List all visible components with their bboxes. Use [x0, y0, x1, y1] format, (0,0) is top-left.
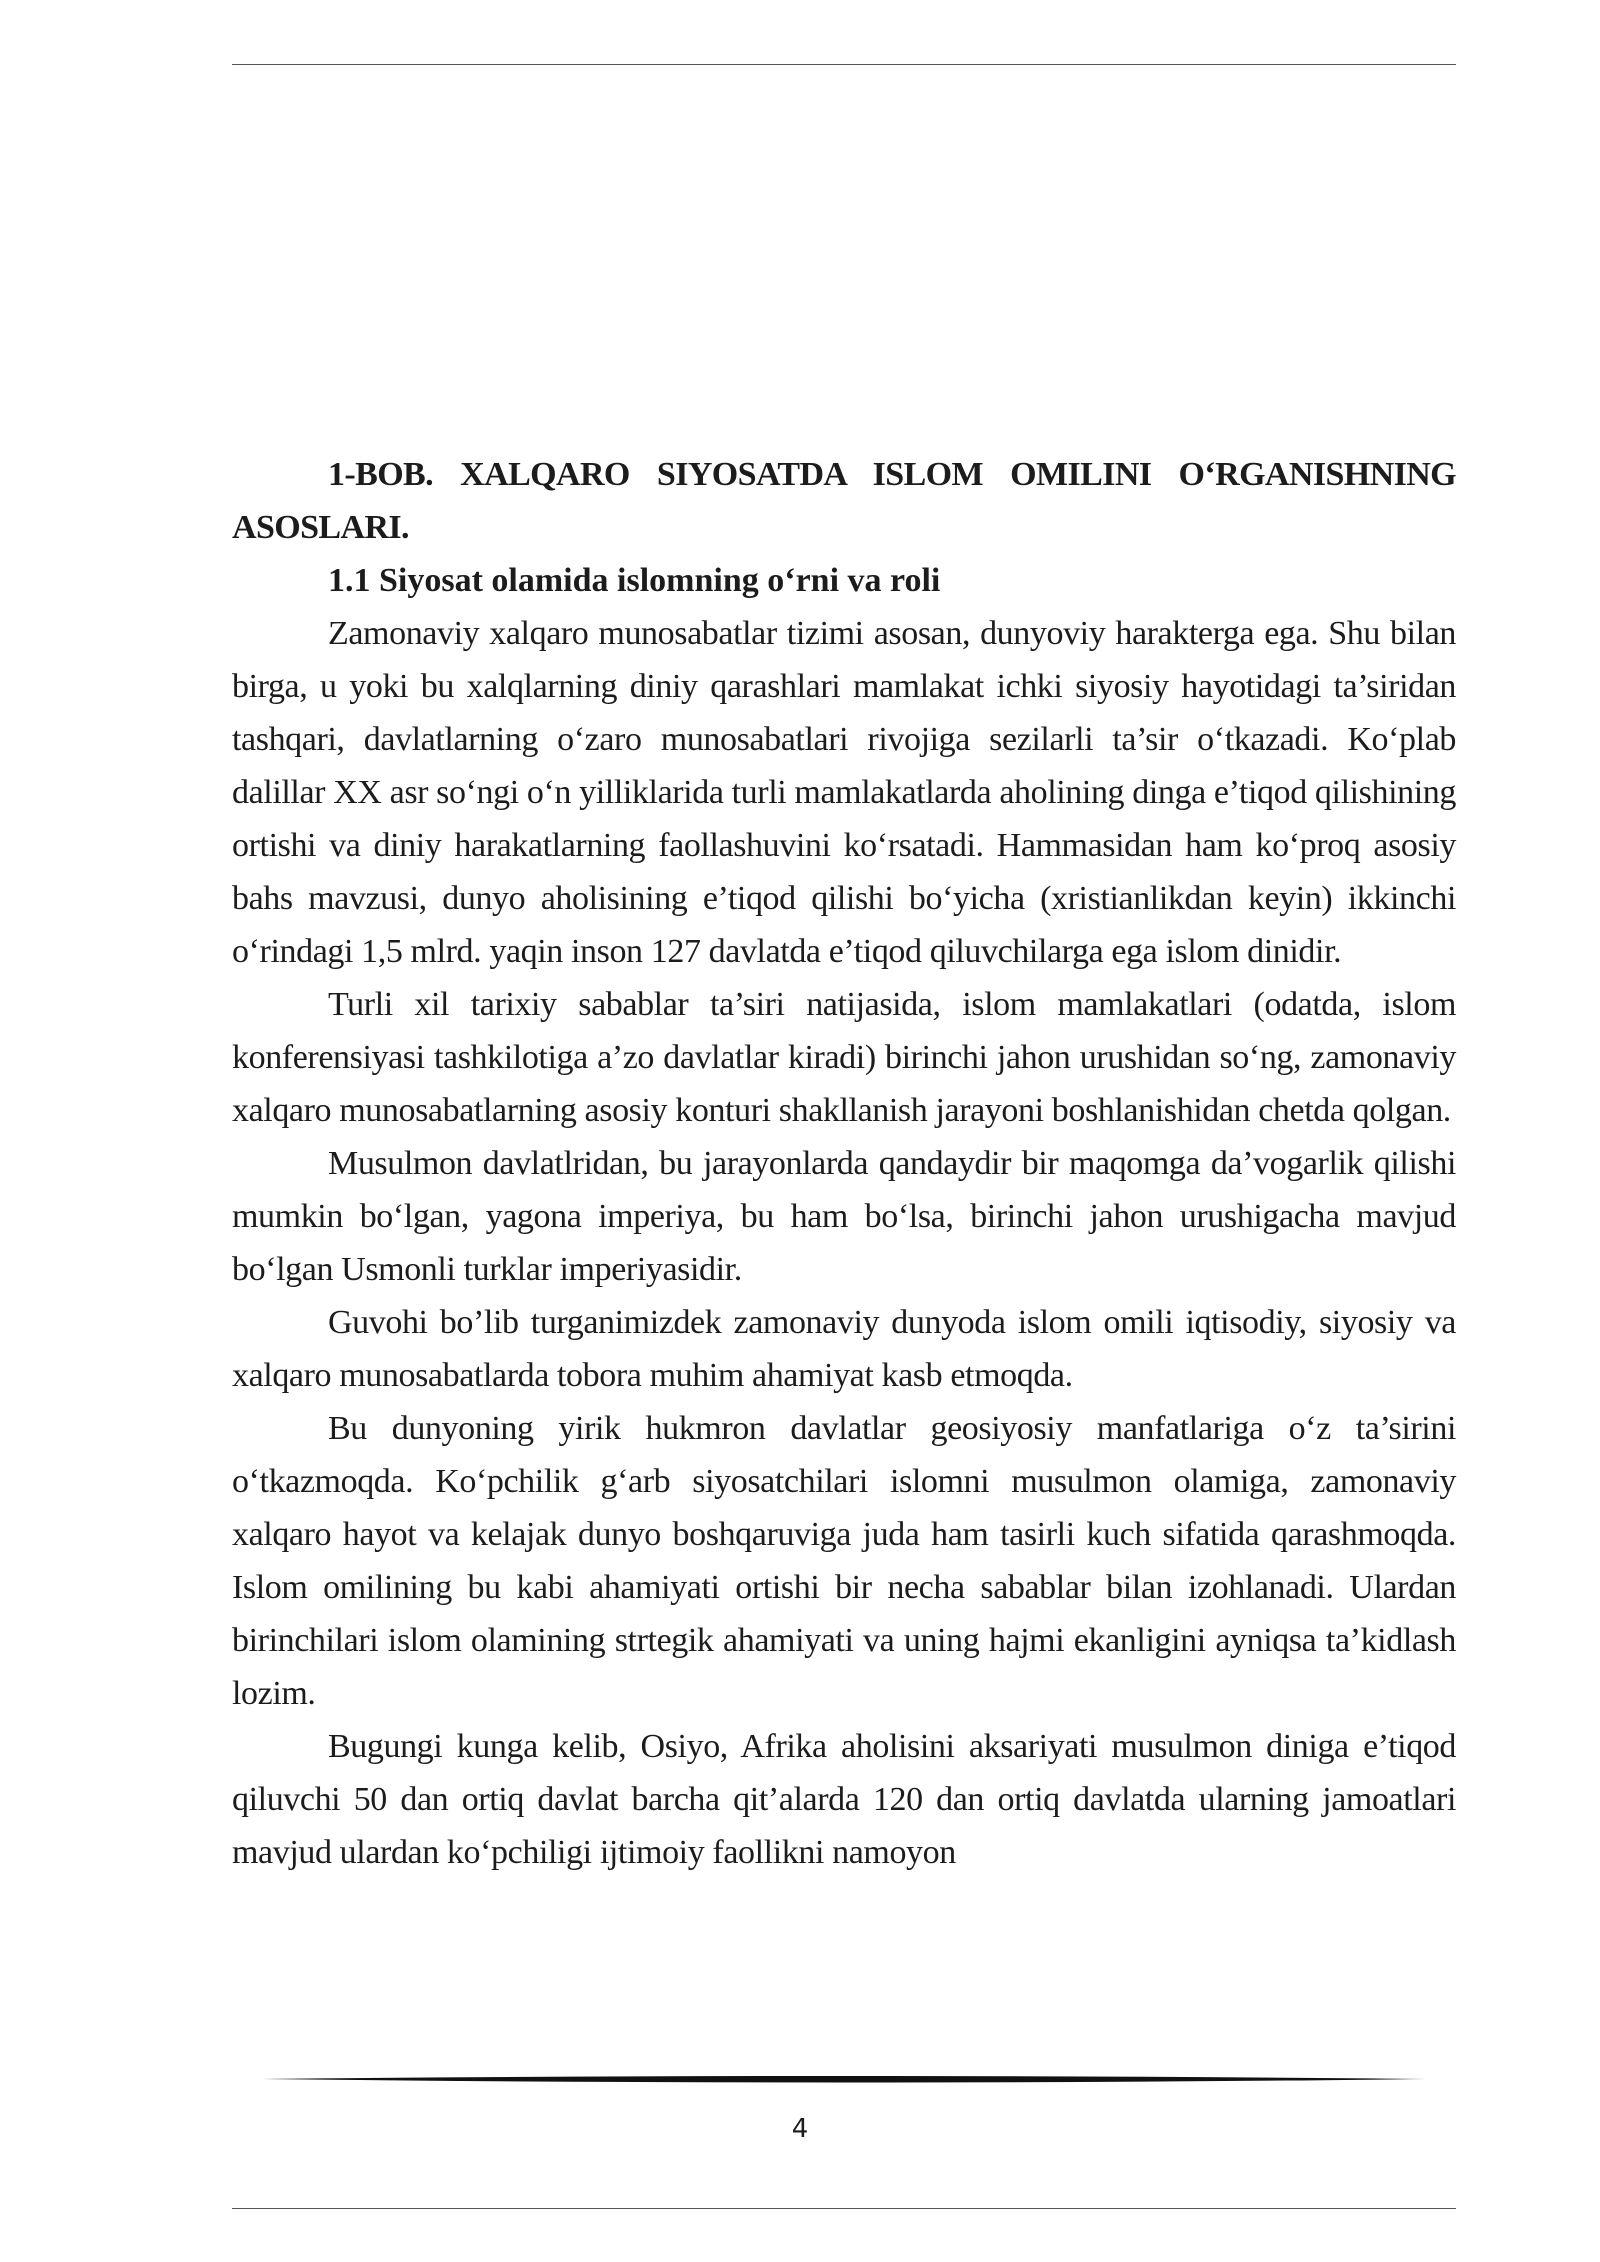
page-body	[232, 448, 1456, 1879]
paragraph-2: Turli xil tarixiy sabablar ta’siri natijasida, islom mamlakatlari (odatda, islom konferensiyasi tashkilotiga a’zo davlatlar kiradi) birinchi jahon urushidan so‘ng, zamonaviy xalqaro munosabatlarning asosiy konturi shakllanish jarayoni boshlanishidan chetda qolgan.	[232, 986, 1456, 1129]
paragraph-4: Guvohi bo’lib turganimizdek zamonaviy dunyoda islom omili iqtisodiy, siyosiy va xalqaro munosabatlarda tobora muhim ahamiyat kasb etmoqda.	[232, 1304, 1456, 1394]
footer-divider-swash	[262, 2072, 1426, 2088]
page-number: 4	[791, 2114, 809, 2144]
paragraph-3: Musulmon davlatlridan, bu jarayonlarda qandaydir bir maqomga da’vogarlik qilishi mumkin bo‘lgan, yagona imperiya, bu ham bo‘lsa, birinchi jahon urushigacha mavjud bo‘lgan Usmonli turklar imperiyasidir.	[232, 1145, 1456, 1288]
paragraph-1: Zamonaviy xalqaro munosabatlar tizimi asosan, dunyoviy harakterga ega. Shu bilan birga, u yoki bu xalqlarning diniy qarashlari mamlakat ichki siyosiy hayotidagi ta’siridan tashqari, davlatlarning o‘zaro munosabatlari rivojiga sezilarli ta’sir o‘tkazadi. Ko‘plab dalillar XX asr so‘ngi o‘n yilliklarida turli mamlakatlarda aholining dinga e’tiqod qilishining ortishi va diniy harakatlarning faollashuvini ko‘rsatadi. Hammasidan ham ko‘proq asosiy bahs mavzusi, dunyo aholisining e’tiqod qilishi bo‘yicha (xristianlikdan keyin) ikkinchi o‘rindagi 1,5 mlrd. yaqin inson 127 davlatda e’tiqod qiluvchilarga ega islom dinidir.	[232, 615, 1456, 970]
header-rule	[232, 64, 1456, 65]
paragraph-6: Bugungi kunga kelib, Osiyo, Afrika aholisini aksariyati musulmon diniga e’tiqod qiluvchi 50 dan ortiq davlat barcha qit’alarda 120 dan ortiq davlatda ularning jamoatlari mavjud ulardan ko‘pchiligi ijtimoiy faollikni namoyon	[232, 1728, 1456, 1871]
chapter-title: 1-BOB. XALQARO SIYOSATDA ISLOM OMILINI O‘RGANISHNING ASOSLARI.	[232, 456, 1456, 546]
footer-rule	[232, 2208, 1456, 2209]
section-title: 1.1 Siyosat olamida islomning o‘rni va roli	[328, 562, 941, 599]
paragraph-5: Bu dunyoning yirik hukmron davlatlar geosiyosiy manfatlariga o‘z ta’sirini o‘tkazmoqda. Ko‘pchilik g‘arb siyosatchilari islomni musulmon olamiga, zamonaviy xalqaro hayot va kelajak dunyo boshqaruviga juda ham tasirli kuch sifatida qarashmoqda. Islom omilining bu kabi ahamiyati ortishi bir necha sabablar bilan izohlanadi. Ulardan birinchilari islom olamining strtegik ahamiyati va uning hajmi ekanligini ayniqsa ta’kidlash lozim.	[232, 1410, 1456, 1712]
